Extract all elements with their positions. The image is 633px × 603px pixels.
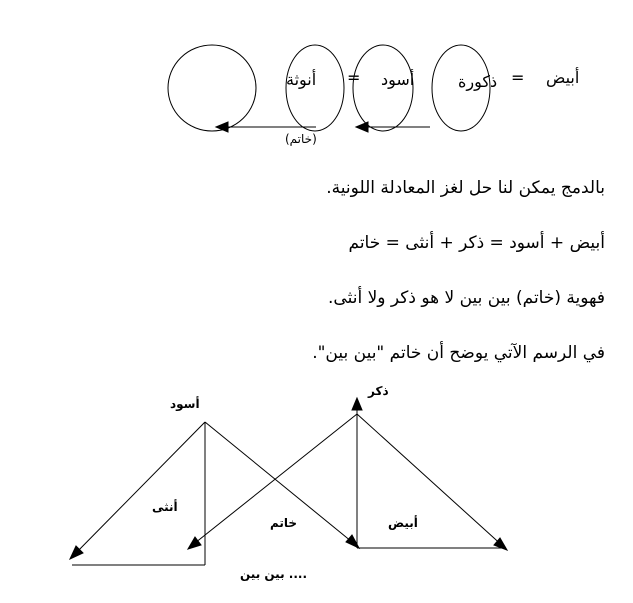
eq-white: أبيض bbox=[546, 68, 580, 87]
edge-male-white bbox=[357, 414, 505, 548]
paragraph-1: بالدمج يمكن لنا حل لغز المعادلة اللونية. bbox=[326, 178, 605, 198]
edge-black-female bbox=[72, 422, 205, 557]
eq-masculinity: ذكورة bbox=[458, 72, 498, 91]
label-white: أبيض bbox=[388, 516, 418, 530]
label-female: أنثى bbox=[152, 500, 178, 514]
arrow-ring-head bbox=[188, 537, 201, 549]
ring-label: (خاتم) bbox=[285, 132, 317, 146]
label-black: أسود bbox=[170, 397, 200, 411]
oval-empty bbox=[168, 45, 256, 131]
arrow-left-2-head bbox=[356, 122, 368, 132]
paragraph-3: فهوية (خاتم) بين بين لا هو ذكر ولا أنثى. bbox=[328, 288, 605, 308]
eq-sign-1: = bbox=[511, 68, 525, 87]
label-between: .... بين بين bbox=[240, 567, 307, 581]
label-male: ذكر bbox=[368, 384, 389, 398]
paragraph-4: في الرسم الآتي يوضح أن خاتم "بين بين". bbox=[312, 343, 605, 363]
label-ring: خاتم bbox=[270, 516, 298, 530]
eq-femininity: أنوثة bbox=[286, 70, 317, 89]
arrow-male-head bbox=[352, 398, 362, 410]
paragraph-2: أبيض + أسود = ذكر + أنثى = خاتم bbox=[348, 233, 605, 253]
eq-sign-2: = bbox=[347, 68, 361, 87]
eq-black: أسود bbox=[381, 70, 415, 89]
